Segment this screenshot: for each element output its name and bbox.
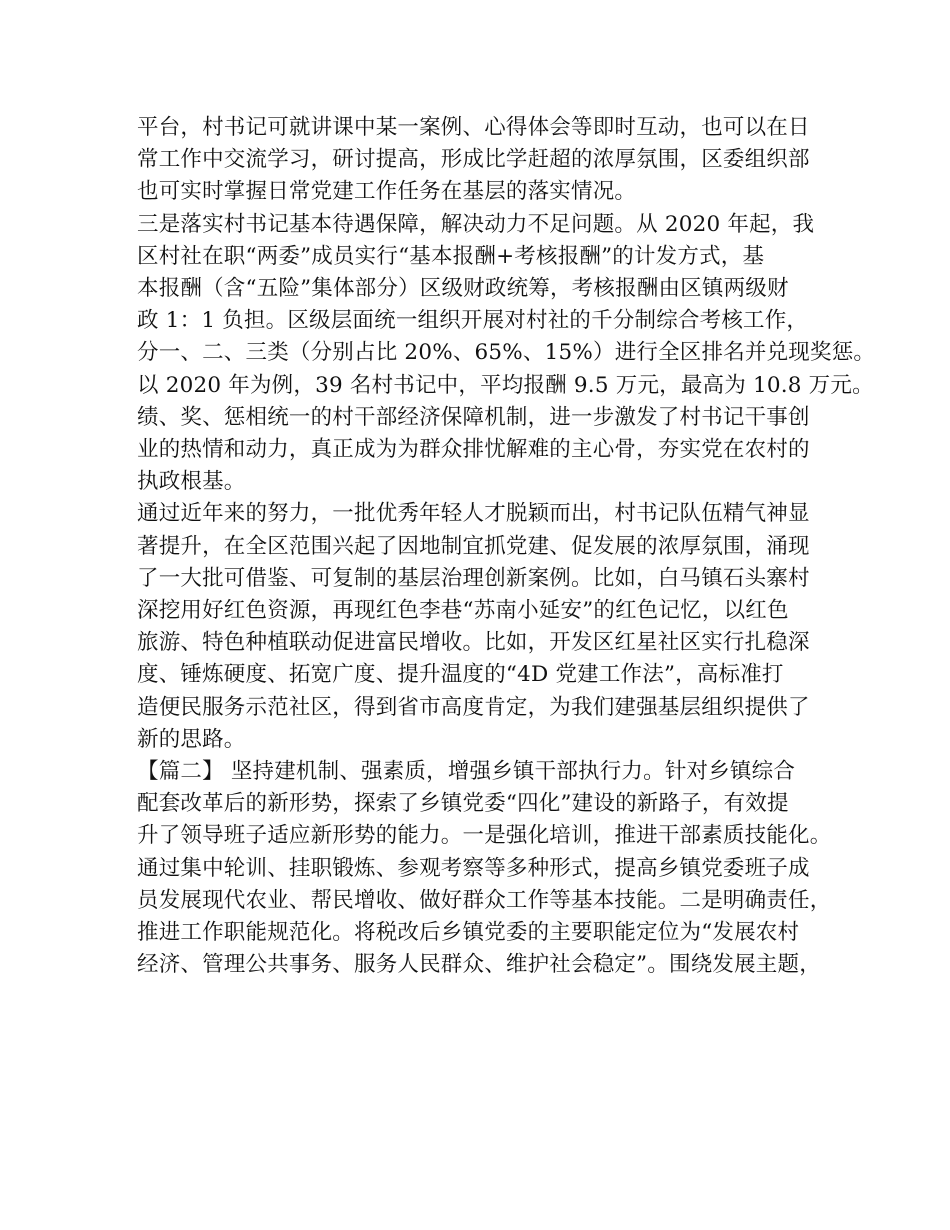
- text-line: 三是落实村书记基本待遇保障，解决动力不足问题。从 2020 年起，我: [137, 211, 815, 237]
- text-line: 通过集中轮训、挂职锻炼、参观考察等多种形式，提高乡镇党委班子成: [137, 855, 810, 881]
- text-line: 著提升，在全区范围兴起了因地制宜抓党建、促发展的浓厚氛围，涌现: [137, 533, 810, 559]
- text-line: 推进工作职能规范化。将税改后乡镇党委的主要职能定位为“发展农村: [137, 920, 800, 946]
- text-line: 业的热情和动力，真正成为为群众排忧解难的主心骨，夯实党在农村的: [137, 437, 810, 463]
- text-line: 绩、奖、惩相统一的村干部经济保障机制，进一步激发了村书记干事创: [137, 404, 810, 430]
- text-line: 通过近年来的努力，一批优秀年轻人才脱颖而出，村书记队伍精气神显: [137, 501, 810, 527]
- text-line: 员发展现代农业、帮民增收、做好群众工作等基本技能。二是明确责任，: [137, 887, 832, 913]
- text-line: 配套改革后的新形势，探索了乡镇党委“四化”建设的新路子，有效提: [137, 791, 789, 817]
- text-line: 平台，村书记可就讲课中某一案例、心得体会等即时互动，也可以在日: [137, 115, 810, 140]
- text-line: 深挖用好红色资源，再现红色李巷“苏南小延安”的红色记忆，以红色: [137, 598, 789, 624]
- text-line: 政 1：1 负担。区级层面统一组织开展对村社的千分制综合考核工作，: [137, 308, 809, 334]
- text-line: 常工作中交流学习，研讨提高，形成比学赶超的浓厚氛围，区委组织部: [137, 147, 810, 173]
- text-line: 执政根基。: [137, 469, 246, 495]
- text-line: 区村社在职“两委”成员实行“基本报酬+考核报酬”的计发方式，基: [137, 243, 765, 269]
- text-line: 新的思路。: [137, 726, 246, 752]
- text-line: 了一大批可借鉴、可复制的基层治理创新案例。比如，白马镇石头寨村: [137, 565, 810, 591]
- text-line: 也可实时掌握日常党建工作任务在基层的落实情况。: [137, 179, 637, 205]
- text-line: 造便民服务示范社区，得到省市高度肯定，为我们建强基层组织提供了: [137, 694, 810, 720]
- text-line: 度、锤炼硬度、拓宽广度、提升温度的“4D 党建工作法”，高标准打: [137, 662, 784, 688]
- document-body: [137, 112, 876, 981]
- text-line: 【篇二】 坚持建机制、强素质，增强乡镇干部执行力。针对乡镇综合: [137, 759, 796, 785]
- text-line: 升了领导班子适应新形势的能力。一是强化培训，推进干部素质技能化。: [137, 823, 832, 849]
- text-line: 旅游、特色种植联动促进富民增收。比如，开发区红星社区实行扎稳深: [137, 630, 810, 656]
- text-line: 分一、二、三类（分别占比 20%、65%、15%）进行全区排名并兑现奖惩。: [137, 340, 876, 366]
- text-line: 以 2020 年为例，39 名村书记中，平均报酬 9.5 万元，最高为 10.8 万元。: [137, 372, 874, 398]
- text-line: 经济、管理公共事务、服务人民群众、维护社会稳定”。围绕发展主题，: [137, 952, 821, 978]
- text-line: 本报酬（含“五险”集体部分）区级财政统筹，考核报酬由区镇两级财: [137, 276, 789, 302]
